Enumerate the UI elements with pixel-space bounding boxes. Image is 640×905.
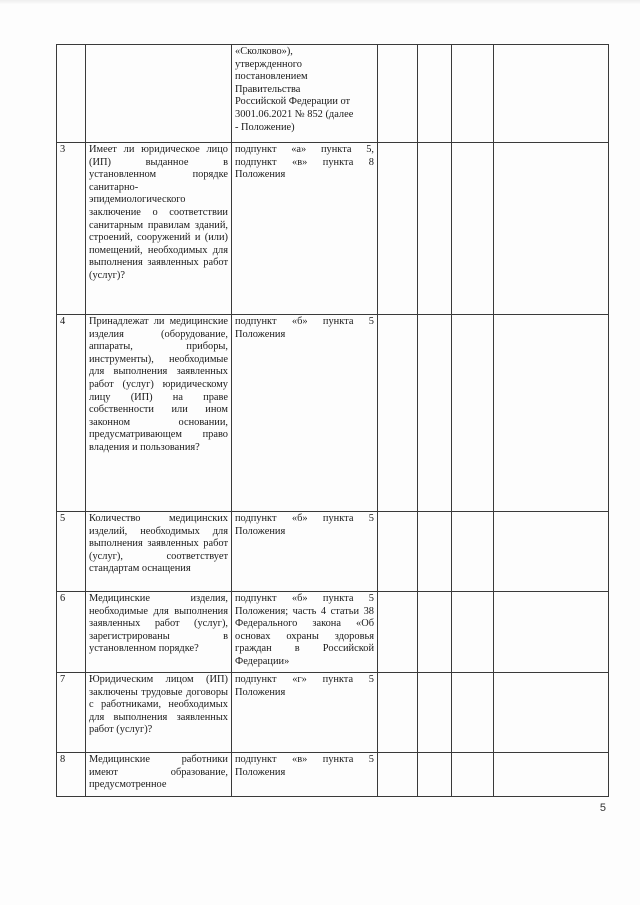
answer-cell-2 [418,592,452,673]
question-cell: Принадлежат ли медицинские изделия (оборудование, аппараты, приборы, инструменты), необходимые для выполнения заявленных работ (услуг) юридическому лицу (ИП) на праве собственности или ином законном основании, предусматривающем право владения и пользования? [86,315,232,512]
table-row [57,512,609,592]
row-number: 3 [57,143,86,315]
table-row [57,45,609,143]
answer-cell-3 [452,143,494,315]
reference-cell: подпункт «в» пункта 5 Положения [232,753,378,797]
answer-cell-3 [452,592,494,673]
reference-cell: подпункт «б» пункта 5 Положения; часть 4 статьи 38 Федерального закона «Об основах охраны здоровья граждан в Российской Федерации» [232,592,378,673]
notes-cell [494,673,609,753]
question-cell: Медицинские работники имеют образование, предусмотренное [86,753,232,797]
answer-cell-1 [378,753,418,797]
table-row [57,315,609,512]
question-cell [86,45,232,143]
notes-cell [494,512,609,592]
answer-cell-2 [418,673,452,753]
answer-cell-1 [378,592,418,673]
table-row [57,753,609,797]
reference-cell: подпункт «г» пункта 5 Положения [232,673,378,753]
row-number: 7 [57,673,86,753]
answer-cell-1 [378,315,418,512]
reference-cell [232,45,378,143]
table-row [57,143,609,315]
question-cell: Имеет ли юридическое лицо (ИП) выданное в установленном порядке санитарно-эпидемиологического заключение о соответствии санитарным правилам зданий, строений, сооружений и (или) помещений, необходимых для выполнения заявленных работ (услуг)? [86,143,232,315]
checklist-table [56,44,609,797]
answer-cell-2 [418,753,452,797]
row-number: 4 [57,315,86,512]
answer-cell-3 [452,315,494,512]
answer-cell-2 [418,45,452,143]
question-cell: Юридическим лицом (ИП) заключены трудовые договоры с работниками, необходимых для выполнения заявленных работ (услуг)? [86,673,232,753]
answer-cell-3 [452,673,494,753]
answer-cell-2 [418,315,452,512]
reference-cell: подпункт «а» пункта 5, подпункт «в» пункта 8 Положения [232,143,378,315]
notes-cell [494,45,609,143]
reference-cell: подпункт «б» пункта 5 Положения [232,512,378,592]
table-row [57,673,609,753]
row-number: 8 [57,753,86,797]
answer-cell-1 [378,512,418,592]
page-number: 5 [599,802,606,814]
row-number [57,45,86,143]
question-cell: Количество медицинских изделий, необходимых для выполнения заявленных работ (услуг), соответствует стандартам оснащения [86,512,232,592]
row-number: 5 [57,512,86,592]
answer-cell-1 [378,143,418,315]
answer-cell-2 [418,143,452,315]
reference-text: «Сколково»), утвержденного постановлением Правительства Российской Федерации от 3001.06.2021 № 852 (далее - Положение) [235,46,354,133]
answer-cell-3 [452,753,494,797]
notes-cell [494,143,609,315]
answer-cell-1 [378,45,418,143]
table-row [57,592,609,673]
reference-cell: подпункт «б» пункта 5 Положения [232,315,378,512]
question-cell: Медицинские изделия, необходимые для выполнения заявленных работ (услуг), зарегистрированы в установленном порядке? [86,592,232,673]
notes-cell [494,315,609,512]
scan-edge [0,0,640,5]
row-number: 6 [57,592,86,673]
notes-cell [494,592,609,673]
answer-cell-2 [418,512,452,592]
answer-cell-1 [378,673,418,753]
answer-cell-3 [452,45,494,143]
answer-cell-3 [452,512,494,592]
notes-cell [494,753,609,797]
